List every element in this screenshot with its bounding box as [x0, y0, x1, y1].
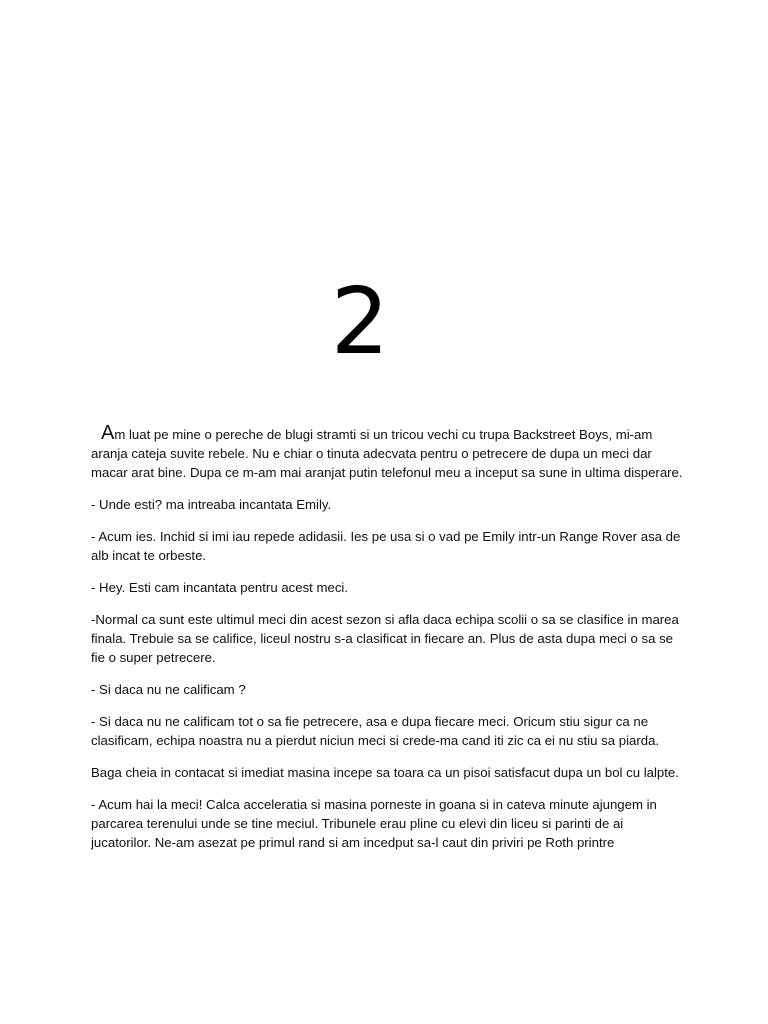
paragraph: - Acum hai la meci! Calca acceleratia si masina porneste in goana si in cateva minute ajungem in parcarea terenului unde se tine meciul. Tribunele erau pline cu elevi din liceu si parinti de ai jucatorilor. Ne-am asezat pe primul rand si am incedput sa-l caut din priviri pe Roth printre [91, 796, 657, 850]
initial-letter: A [101, 422, 115, 444]
paragraph-text: m luat pe mine o pereche de blugi stramti si un tricou vechi cu trupa Backstreet Boys, mi-am aranja cateja suvite rebele. Nu e chiar o tinuta adecvata pentru o petrecere de dupa un meci dar macar arat bine. Dupa ce m-am mai aranjat putin telefonul meu a inceput sa sune in ultima disperare. [91, 427, 683, 481]
paragraph: - Hey. Esti cam incantata pentru acest meci. [91, 580, 349, 595]
paragraph: - Unde esti? ma intreaba incantata Emily. [91, 497, 332, 513]
chapter-number: 2 [330, 268, 390, 375]
paragraph: - Si daca nu ne calificam tot o sa fie petrecere, asa e dupa fiecare meci. Oricum stiu sigur ca ne clasificam, echipa noastra nu a pierdut niciun meci si crede-ma cand iti zic ca ei nu stiu sa piarda. [91, 713, 660, 748]
paragraph: -Normal ca sunt este ultimul meci din acest sezon si afla daca echipa scolii o sa se clasifice in marea finala. Trebuie sa se califice, liceul nostru s-a clasificat in fiecare an. Plus de asta dupa meci o sa se fie o super petrecere. [91, 611, 679, 666]
paragraph: Baga cheia in contacat si imediat masina incepe sa toara ca un pisoi satisfacut dupa un bol cu lalpte. [91, 764, 679, 780]
paragraph: - Acum ies. Inchid si imi iau repede adidasii. Ies pe usa si o vad pe Emily intr-un Range Rover asa de alb incat te orbeste. [91, 529, 681, 564]
chapter-body [91, 420, 683, 865]
paragraph: - Si daca nu ne calificam ? [91, 682, 246, 697]
paragraph [91, 424, 683, 483]
